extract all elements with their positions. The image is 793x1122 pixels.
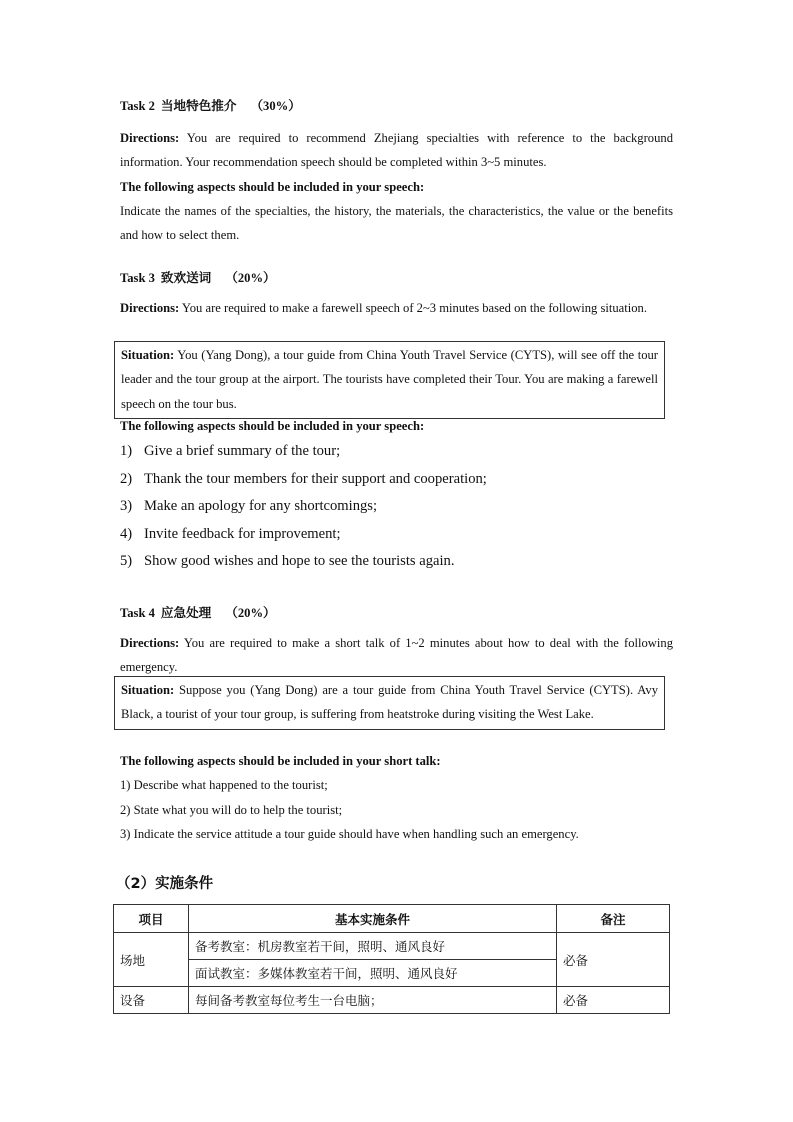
task3-aspects-heading: The following aspects should be included in your speech: <box>120 419 425 433</box>
task2-directions <box>120 126 673 175</box>
table-cell: 每间备考教室每位考生一台电脑； <box>189 987 557 1014</box>
situation-text: You (Yang Dong), a tour guide from China Youth Travel Service (CYTS), will see off the tour leader and the tour group at the airport. The tourists have completed their Tour. You are making a farewell speech on the tour bus. <box>121 348 658 411</box>
list-item: 4) Invite feedback for improvement; <box>120 525 341 542</box>
task3-title: Task 3 <box>120 271 155 285</box>
task3-situation-box <box>114 341 665 419</box>
situation-label: Situation: <box>121 348 175 362</box>
task2-title-zh: 当地特色推介 <box>160 99 237 113</box>
directions-label: Directions: <box>120 301 180 315</box>
table-cell: 场地 <box>114 933 189 987</box>
directions-label: Directions: <box>120 636 180 650</box>
task2-aspects-heading: The following aspects should be included in your speech: <box>120 179 425 194</box>
task3-aspects <box>120 414 673 576</box>
table-cell: 设备 <box>114 987 189 1014</box>
task4-situation <box>121 678 658 727</box>
directions-text: You are required to make a short talk of 1~2 minutes about how to deal with the following emergency. <box>120 636 673 675</box>
list-item: 3) Indicate the service attitude a tour guide should have when handling such an emergency. <box>120 826 579 841</box>
task4-aspects-heading: The following aspects should be included in your short talk: <box>120 754 441 768</box>
column-header: 基本实施条件 <box>189 905 557 933</box>
list-item: 3) Make an apology for any shortcomings; <box>120 498 378 515</box>
task3-heading <box>120 268 673 288</box>
task4-directions <box>120 631 673 680</box>
directions-text: You are required to make a farewell speech of 2~3 minutes based on the following situation. <box>179 301 647 315</box>
task2-percent: （30%） <box>250 99 301 113</box>
table-cell: 面试教室：多媒体教室若干间，照明、通风良好 <box>189 960 557 987</box>
situation-label: Situation: <box>121 683 175 697</box>
table-row <box>114 987 670 1014</box>
list-item: 2) State what you will do to help the tourist; <box>120 802 343 817</box>
task2-aspects-text: Indicate the names of the specialties, the history, the materials, the characteristics, the value or the benefits and how to select them. <box>120 203 673 243</box>
task4-list <box>120 773 673 846</box>
section-title: （2）实施条件 <box>116 876 214 892</box>
task4-heading <box>120 603 673 623</box>
task4-situation-box <box>114 676 665 730</box>
task3-directions <box>120 296 673 320</box>
task2-title: Task 2 <box>120 99 155 113</box>
task4-percent: （20%） <box>225 606 276 620</box>
task3-percent: （20%） <box>225 271 276 285</box>
list-item: 2) Thank the tour members for their support and cooperation; <box>120 470 487 487</box>
table-row <box>114 933 670 960</box>
column-header: 项目 <box>114 905 189 933</box>
task2-section <box>120 96 673 247</box>
directions-label: Directions: <box>120 131 180 145</box>
list-item: 1) Describe what happened to the tourist; <box>120 778 328 793</box>
table-header-row <box>114 905 670 933</box>
task4-title-zh: 应急处理 <box>160 606 212 620</box>
situation-text: Suppose you (Yang Dong) are a tour guide from China Youth Travel Service (CYTS). Avy Black, a tourist of your tour group, is suffering from heatstroke during visiting the West Lake. <box>121 683 658 722</box>
task3-section <box>120 268 673 320</box>
table-cell: 必备 <box>557 987 670 1014</box>
task3-list <box>120 438 673 576</box>
task4-title: Task 4 <box>120 606 155 620</box>
directions-text: You are required to recommend Zhejiang specialties with reference to the background information. Your recommendation speech should be completed within 3~5 minutes. <box>120 131 673 170</box>
list-item: 5) Show good wishes and hope to see the tourists again. <box>120 553 455 570</box>
table-cell: 备考教室：机房教室若干间，照明、通风良好 <box>189 933 557 960</box>
conditions-table <box>113 904 670 1014</box>
column-header: 备注 <box>557 905 670 933</box>
table-cell: 必备 <box>557 933 670 987</box>
task3-situation <box>121 343 658 416</box>
task2-heading <box>120 96 673 116</box>
task4-section <box>120 603 673 680</box>
task4-aspects <box>120 749 673 846</box>
task3-title-zh: 致欢送词 <box>160 271 212 285</box>
list-item: 1) Give a brief summary of the tour; <box>120 443 341 460</box>
